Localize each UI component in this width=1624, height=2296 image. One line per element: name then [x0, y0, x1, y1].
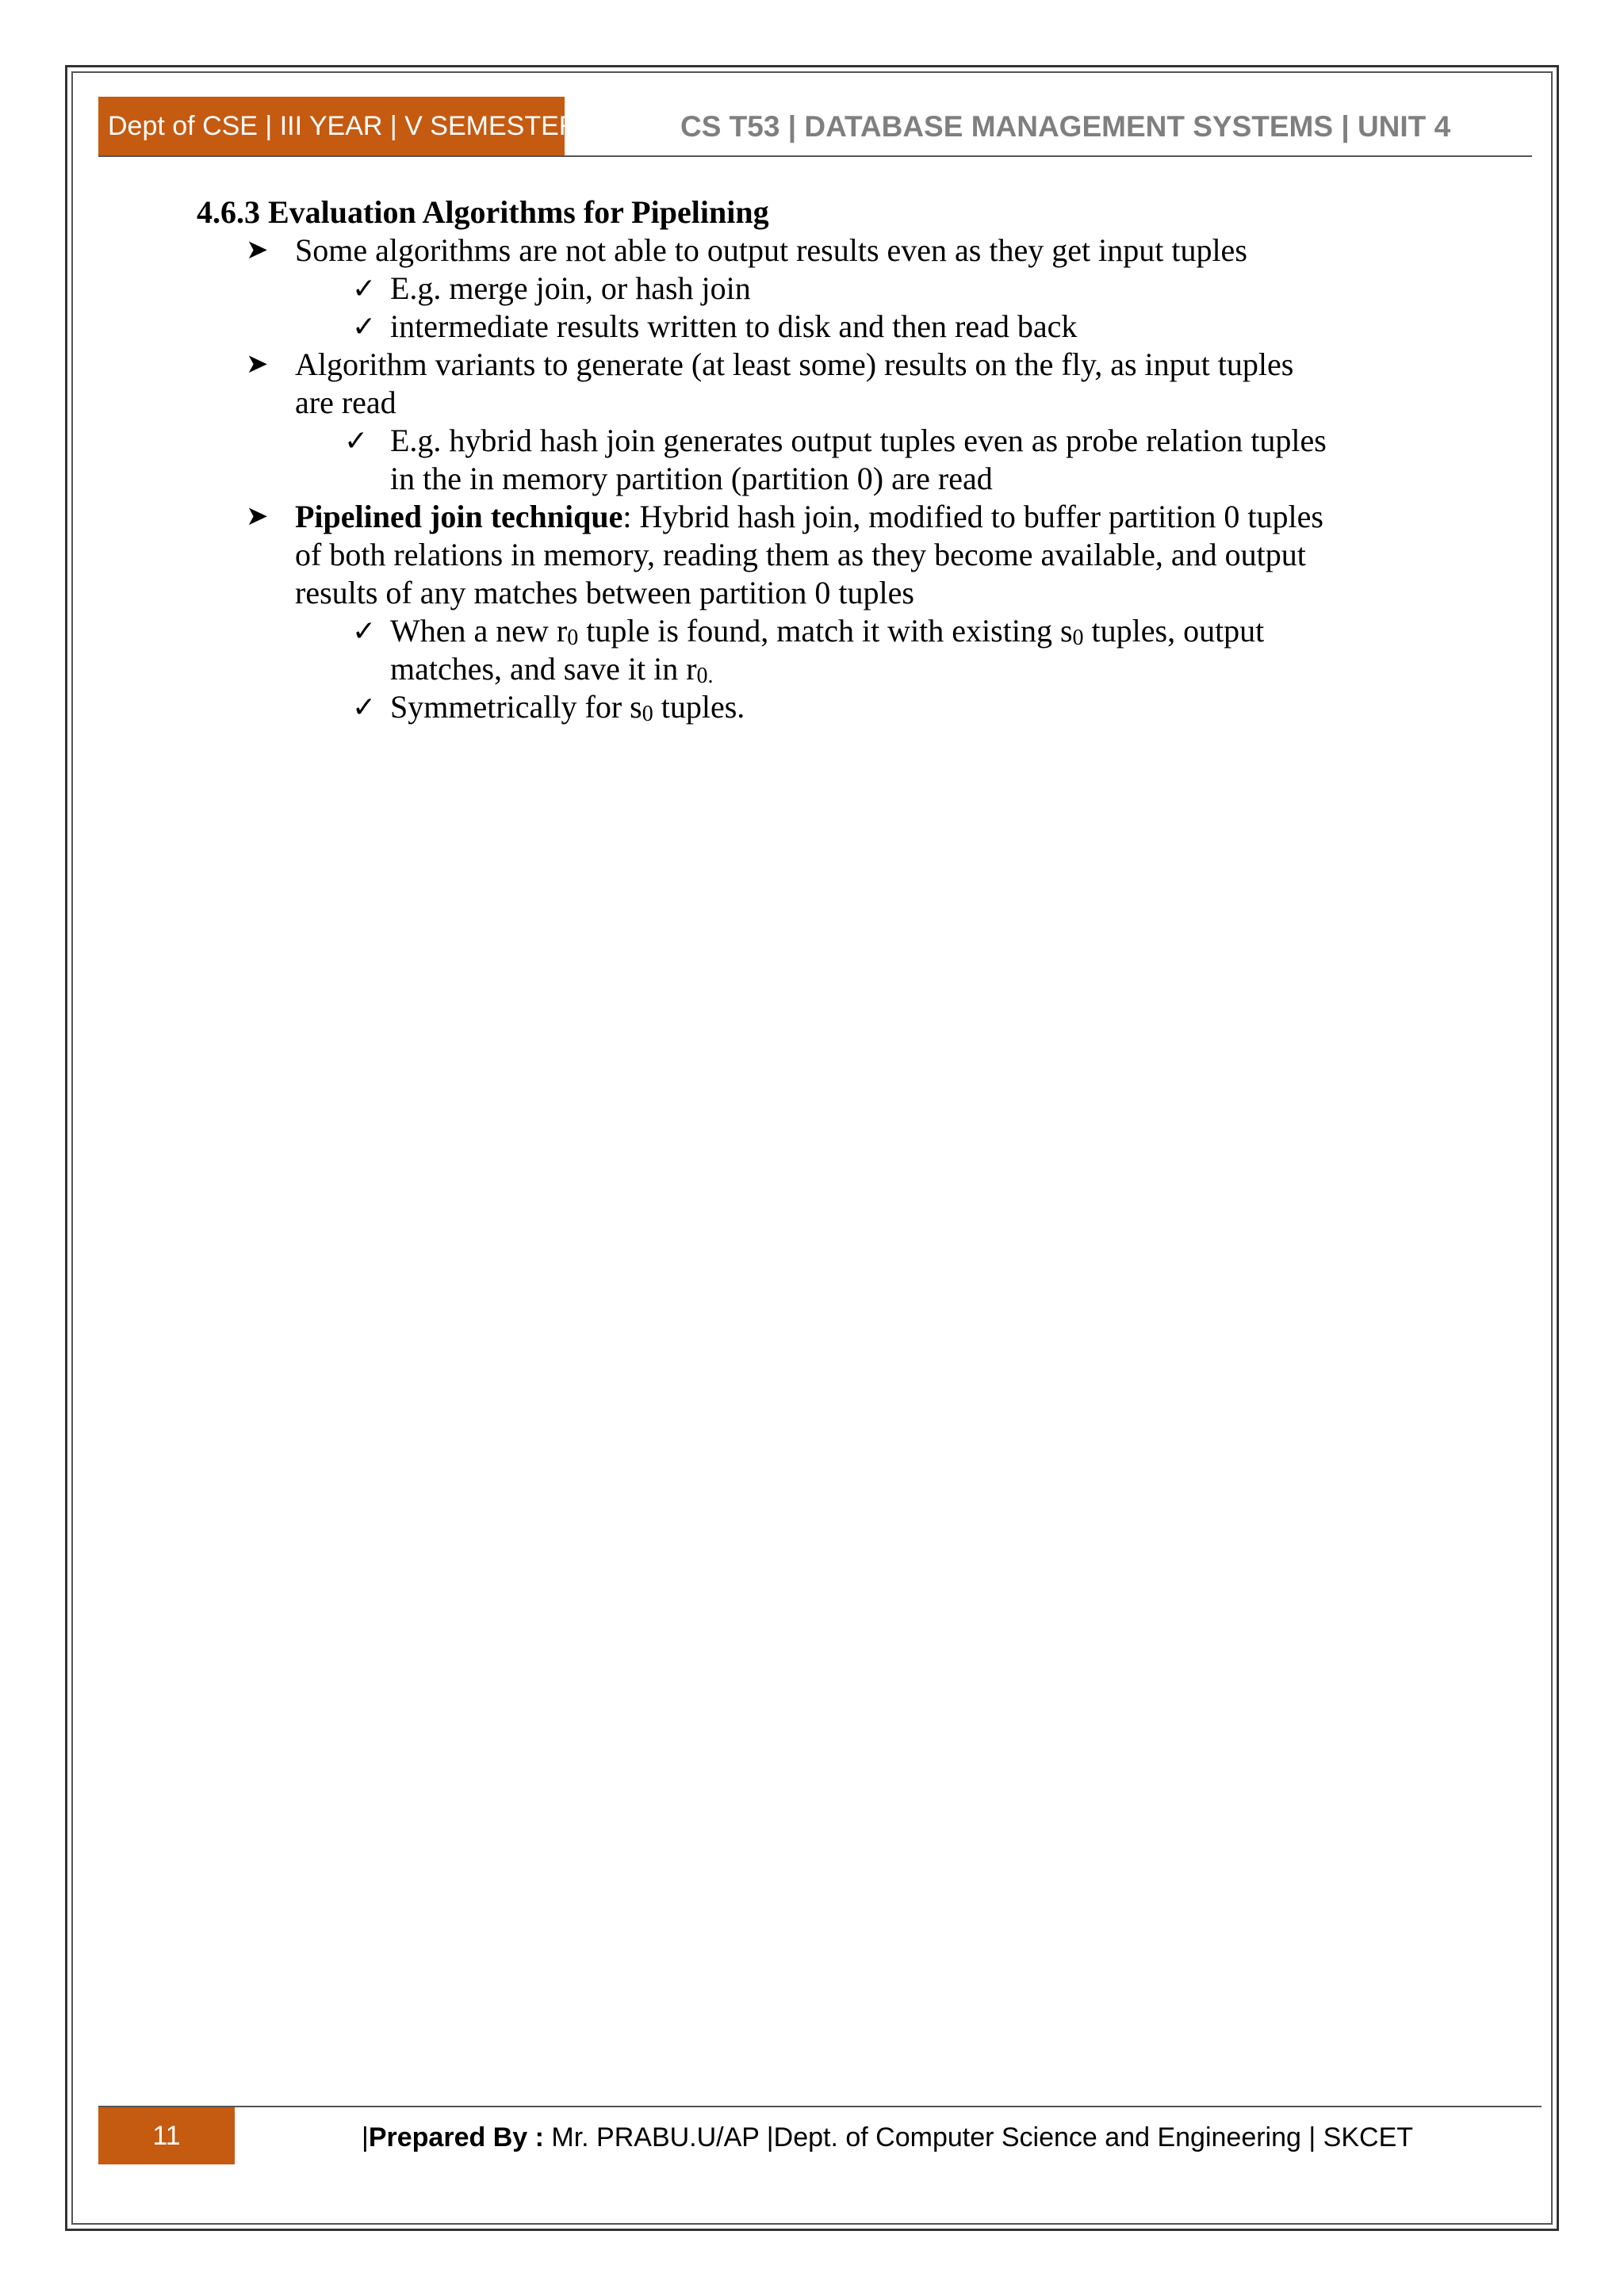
bullet-text: : Hybrid hash join, modified to buffer partition 0 tuples — [622, 499, 1323, 534]
check-text: intermediate results written to disk and then read back — [390, 308, 1078, 344]
check-text-continued: in the in memory partition (partition 0) are read — [390, 461, 993, 496]
bullet-bold-term: Pipelined join technique — [295, 499, 623, 534]
check-text: tuples. — [653, 689, 745, 725]
check-item — [197, 308, 1450, 346]
checkmark-icon: ✓ — [352, 273, 377, 304]
bullet-text-continued: are read — [295, 385, 396, 420]
check-item — [197, 612, 1450, 688]
footer-prepared-label: Prepared By : — [368, 2122, 552, 2152]
check-item — [197, 688, 1450, 726]
page-number: 11 — [98, 2107, 235, 2164]
bullet-item — [197, 498, 1450, 612]
arrow-bullet-icon: ➤ — [246, 502, 269, 531]
header-course-title: CS T53 | DATABASE MANAGEMENT SYSTEMS | UNIT 4 — [680, 110, 1451, 143]
bullet-text-continued: results of any matches between partition 0 tuples — [295, 575, 914, 610]
bullet-item — [197, 232, 1450, 270]
check-text: E.g. hybrid hash join generates output tuples even as probe relation tuples — [390, 423, 1327, 458]
bullet-text-continued: of both relations in memory, reading them as they become available, and output — [295, 537, 1306, 572]
checkmark-icon: ✓ — [352, 615, 377, 647]
check-text-continued: matches, and save it in r — [390, 651, 697, 687]
bullet-text: Some algorithms are not able to output results even as they get input tuples — [295, 232, 1247, 268]
check-text: When a new r — [390, 613, 568, 649]
subscript: 0. — [696, 664, 714, 688]
arrow-bullet-icon: ➤ — [246, 350, 269, 379]
footer-text — [362, 2115, 1413, 2160]
footer-divider — [98, 2106, 1542, 2107]
subscript: 0 — [642, 702, 653, 726]
checkmark-icon: ✓ — [352, 311, 377, 342]
header-divider — [98, 155, 1532, 157]
page-content — [197, 193, 1450, 726]
subscript: 0 — [567, 626, 579, 650]
check-text: Symmetrically for s — [390, 689, 642, 725]
bullet-text: Algorithm variants to generate (at least some) results on the fly, as input tuples — [295, 346, 1294, 382]
header-dept-label: Dept of CSE | III YEAR | V SEMESTER — [98, 97, 565, 155]
footer-separator: | — [362, 2122, 369, 2152]
arrow-bullet-icon: ➤ — [246, 235, 269, 265]
checkmark-icon: ✓ — [344, 425, 369, 457]
check-item — [197, 270, 1450, 308]
subscript: 0 — [1072, 626, 1084, 650]
check-item — [197, 422, 1450, 498]
checkmark-icon: ✓ — [352, 691, 377, 723]
check-text: E.g. merge join, or hash join — [390, 270, 751, 306]
footer-prepared-value: Mr. PRABU.U/AP |Dept. of Computer Science and Engineering | SKCET — [551, 2122, 1414, 2152]
check-text: tuples, output — [1083, 613, 1265, 649]
bullet-item — [197, 346, 1450, 422]
section-title: 4.6.3 Evaluation Algorithms for Pipelining — [197, 194, 769, 230]
check-text: tuple is found, match it with existing s — [578, 613, 1073, 649]
